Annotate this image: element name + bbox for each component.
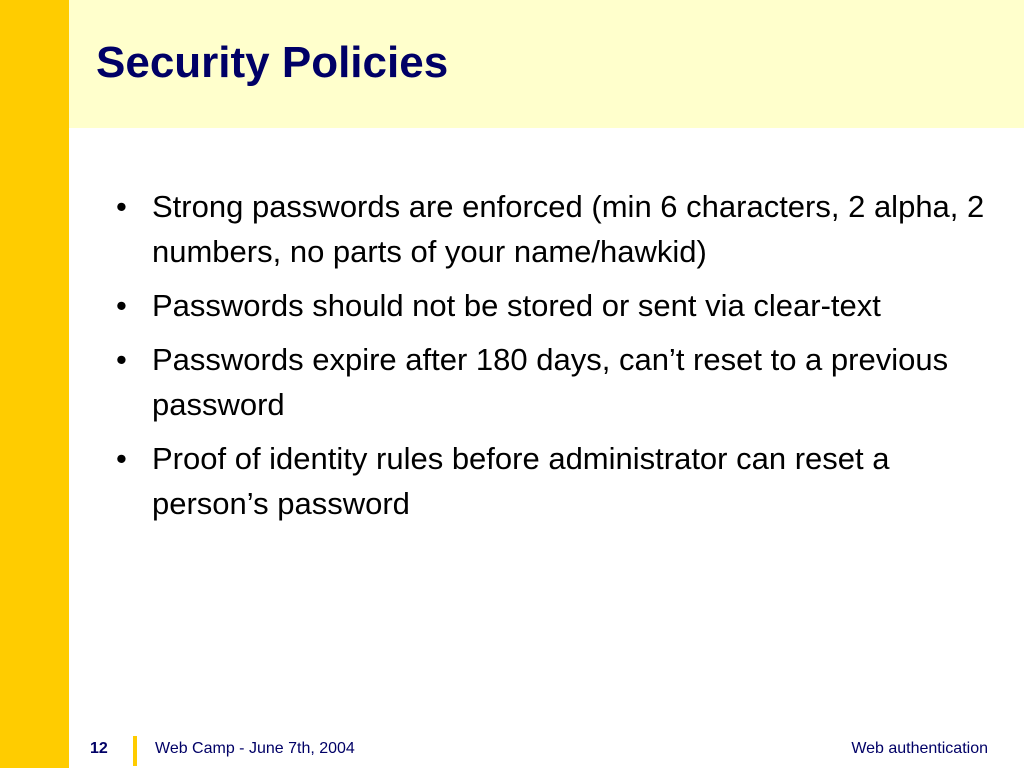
side-accent-bar [0, 0, 69, 768]
bullet-text: Proof of identity rules before administrator can reset a person’s password [152, 441, 890, 521]
bullet-item [112, 283, 992, 328]
bullet-marker: • [116, 288, 127, 323]
bullet-marker: • [116, 441, 127, 476]
bullet-marker: • [116, 189, 127, 224]
bullet-item [112, 184, 992, 274]
bullet-text: Strong passwords are enforced (min 6 characters, 2 alpha, 2 numbers, no parts of your name/hawkid) [152, 189, 985, 269]
footer-divider [133, 736, 137, 766]
bullet-item [112, 337, 992, 427]
footer-event-date: Web Camp - June 7th, 2004 [155, 740, 355, 757]
bullet-text: Passwords expire after 180 days, can’t reset to a previous password [152, 342, 949, 422]
footer-topic: Web authentication [851, 740, 988, 757]
slide-title: Security Policies [96, 38, 449, 87]
bullet-list [112, 184, 992, 535]
bullet-marker: • [116, 342, 127, 377]
slide-number: 12 [90, 740, 108, 757]
bullet-item [112, 436, 992, 526]
bullet-text: Passwords should not be stored or sent via clear-text [152, 288, 881, 323]
